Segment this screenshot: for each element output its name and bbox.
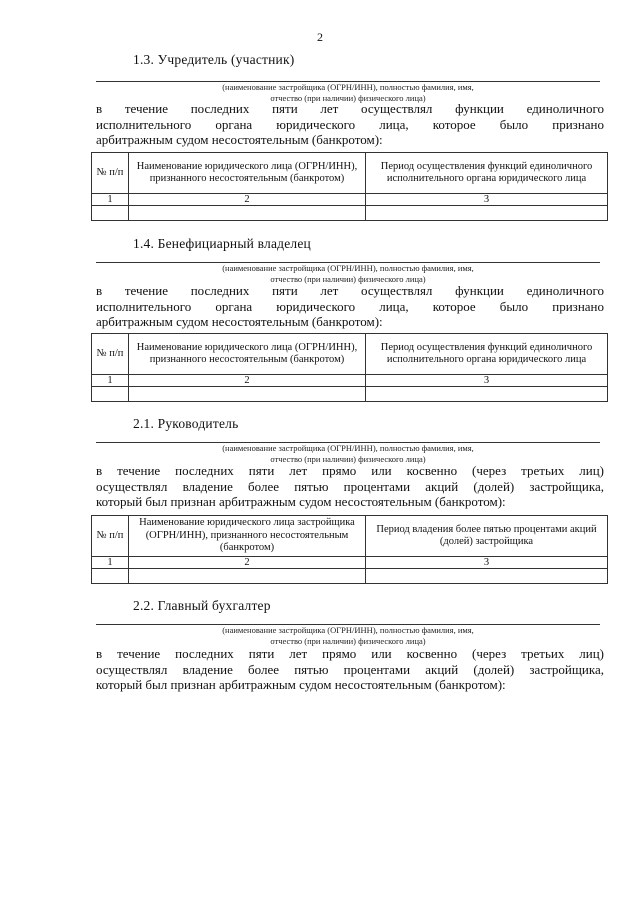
col-index-cell: 2	[129, 557, 366, 569]
table-cell	[366, 206, 608, 221]
paragraph-line: арбитражным судом несостоятельным (банкротом):	[96, 132, 383, 147]
col-header-period: Период осуществления функций единоличного исполнительного органа юридического лица	[366, 153, 608, 194]
table-cell	[129, 569, 366, 584]
caption-line-1: (наименование застройщика (ОГРН/ИНН), полностью фамилия, имя,	[222, 443, 474, 453]
caption-line-1: (наименование застройщика (ОГРН/ИНН), полностью фамилия, имя,	[222, 625, 474, 635]
caption-line-2: отчество (при наличии) физического лица)	[270, 454, 426, 464]
page-number: 2	[317, 30, 323, 44]
section-paragraph	[96, 463, 604, 510]
paragraph-line: в течение последних пяти лет прямо или косвенно (через третьих лиц)	[96, 646, 604, 661]
paragraph-line: в течение последних пяти лет прямо или косвенно (через третьих лиц)	[96, 463, 604, 478]
paragraph-line: исполнительного органа юридического лица, которое было признано	[96, 298, 604, 314]
col-header-number: № п/п	[92, 334, 129, 375]
col-index-cell: 3	[366, 557, 608, 569]
table-cell	[366, 387, 608, 402]
col-header-entity-name: Наименование юридического лица застройщика (ОГРН/ИНН), признанного несостоятельным (банкротом)	[129, 516, 366, 557]
fill-line-caption	[96, 263, 600, 285]
fill-line-caption	[96, 443, 600, 465]
caption-line-1: (наименование застройщика (ОГРН/ИНН), полностью фамилия, имя,	[222, 263, 474, 273]
table-cell	[366, 569, 608, 584]
paragraph-line: исполнительного органа юридического лица, которое было признано	[96, 116, 604, 132]
section-heading-2-2: 2.2. Главный бухгалтер	[133, 598, 271, 613]
caption-line-1: (наименование застройщика (ОГРН/ИНН), полностью фамилия, имя,	[222, 82, 474, 92]
caption-line-2: отчество (при наличии) физического лица)	[270, 636, 426, 646]
section-heading-1-4: 1.4. Бенефициарный владелец	[133, 236, 311, 251]
col-header-number: № п/п	[92, 516, 129, 557]
col-header-number: № п/п	[92, 153, 129, 194]
col-header-entity-name: Наименование юридического лица (ОГРН/ИНН), признанного несостоятельным (банкротом)	[129, 153, 366, 194]
bankruptcy-table	[91, 152, 608, 221]
caption-line-2: отчество (при наличии) физического лица)	[270, 274, 426, 284]
col-header-entity-name: Наименование юридического лица (ОГРН/ИНН), признанного несостоятельным (банкротом)	[129, 334, 366, 375]
section-paragraph	[96, 101, 604, 148]
caption-line-2: отчество (при наличии) физического лица)	[270, 93, 426, 103]
paragraph-line: арбитражным судом несостоятельным (банкротом):	[96, 314, 383, 329]
section-paragraph	[96, 646, 604, 693]
col-index-cell: 3	[366, 375, 608, 387]
col-index-cell: 1	[92, 375, 129, 387]
table-cell	[92, 206, 129, 221]
col-index-cell: 2	[129, 194, 366, 206]
col-index-cell: 1	[92, 557, 129, 569]
paragraph-line: осуществлял владение более пятью процентами акций (долей) застройщика,	[96, 661, 604, 677]
table-cell	[129, 387, 366, 402]
table-cell	[92, 569, 129, 584]
bankruptcy-table	[91, 333, 608, 402]
col-header-period: Период владения более пятью процентами акций (долей) застройщика	[366, 516, 608, 557]
paragraph-line: который был признан арбитражным судом несостоятельным (банкротом):	[96, 494, 506, 509]
section-heading-1-3: 1.3. Учредитель (участник)	[133, 52, 295, 67]
paragraph-line: который был признан арбитражным судом несостоятельным (банкротом):	[96, 677, 506, 692]
col-index-cell: 3	[366, 194, 608, 206]
table-cell	[92, 387, 129, 402]
ownership-table	[91, 515, 608, 584]
section-heading-2-1: 2.1. Руководитель	[133, 416, 239, 431]
paragraph-line: в течение последних пяти лет осуществлял функции единоличного	[96, 101, 604, 116]
paragraph-line: осуществлял владение более пятью процентами акций (долей) застройщика,	[96, 478, 604, 494]
col-index-cell: 2	[129, 375, 366, 387]
paragraph-line: в течение последних пяти лет осуществлял функции единоличного	[96, 283, 604, 298]
col-header-period: Период осуществления функций единоличного исполнительного органа юридического лица	[366, 334, 608, 375]
col-index-cell: 1	[92, 194, 129, 206]
table-cell	[129, 206, 366, 221]
fill-line-caption	[96, 625, 600, 647]
section-paragraph	[96, 283, 604, 330]
